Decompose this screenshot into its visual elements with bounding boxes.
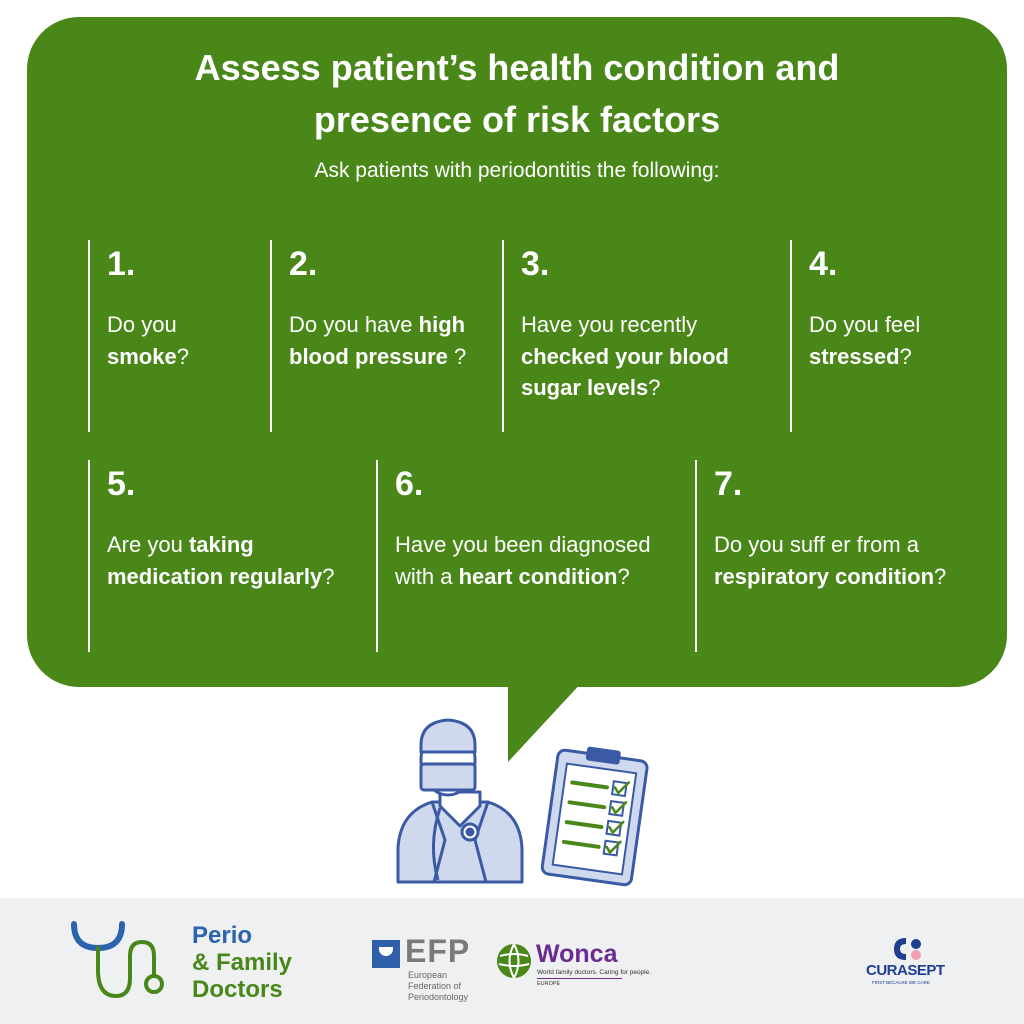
question-text: Have you been diagnosed with a heart condition? (395, 532, 651, 589)
question-item-5 (88, 460, 358, 652)
efp-subtitle: European Federation of Periodontology (408, 970, 469, 1002)
question-text: Have you recently checked your blood sugar levels? (521, 312, 729, 400)
curasept-logo-text: CURASEPT (866, 962, 945, 979)
question-text: Do you feel stressed? (809, 312, 921, 369)
question-number: 7. (714, 465, 743, 503)
wonca-region: EUROPE (537, 981, 561, 987)
doctor-icon (398, 720, 522, 882)
page-subtitle: Ask patients with periodontitis the following: (314, 159, 720, 182)
question-item-2 (270, 240, 490, 432)
question-number: 1. (107, 245, 136, 283)
page-title: Assess patient’s health condition and (194, 47, 840, 88)
perio-family-doctors-logo: Perio & Family Doctors (192, 922, 293, 1003)
efp-logo-icon (372, 940, 400, 968)
question-item-1 (88, 240, 258, 432)
wonca-logo-text: Wonca (536, 940, 618, 968)
question-item-6 (376, 460, 676, 652)
question-item-7 (695, 460, 995, 652)
question-item-4 (790, 240, 990, 432)
question-text: Are you taking medication regularly? (107, 532, 335, 589)
efp-logo-text: EFP (405, 933, 471, 969)
curasept-tagline: FIRST BECAUSE WE CARE (872, 980, 930, 985)
stethoscope-icon (66, 918, 176, 1004)
clipboard-checklist-icon (541, 742, 648, 885)
globe-icon (495, 942, 533, 980)
question-text: Do you smoke? (107, 312, 189, 369)
wonca-divider (537, 978, 622, 979)
question-number: 3. (521, 245, 550, 283)
page-title-line-2: presence of risk factors (313, 99, 721, 140)
question-text: Do you have high blood pressure ? (289, 312, 467, 369)
question-text: Do you suff er from a respiratory condition? (714, 532, 947, 589)
question-number: 5. (107, 465, 136, 503)
question-number: 4. (809, 245, 838, 283)
question-number: 2. (289, 245, 318, 283)
question-item-3 (502, 240, 772, 432)
question-number: 6. (395, 465, 424, 503)
curasept-logo-icon (888, 934, 928, 964)
wonca-tagline: World family doctors. Caring for people. (537, 969, 652, 976)
